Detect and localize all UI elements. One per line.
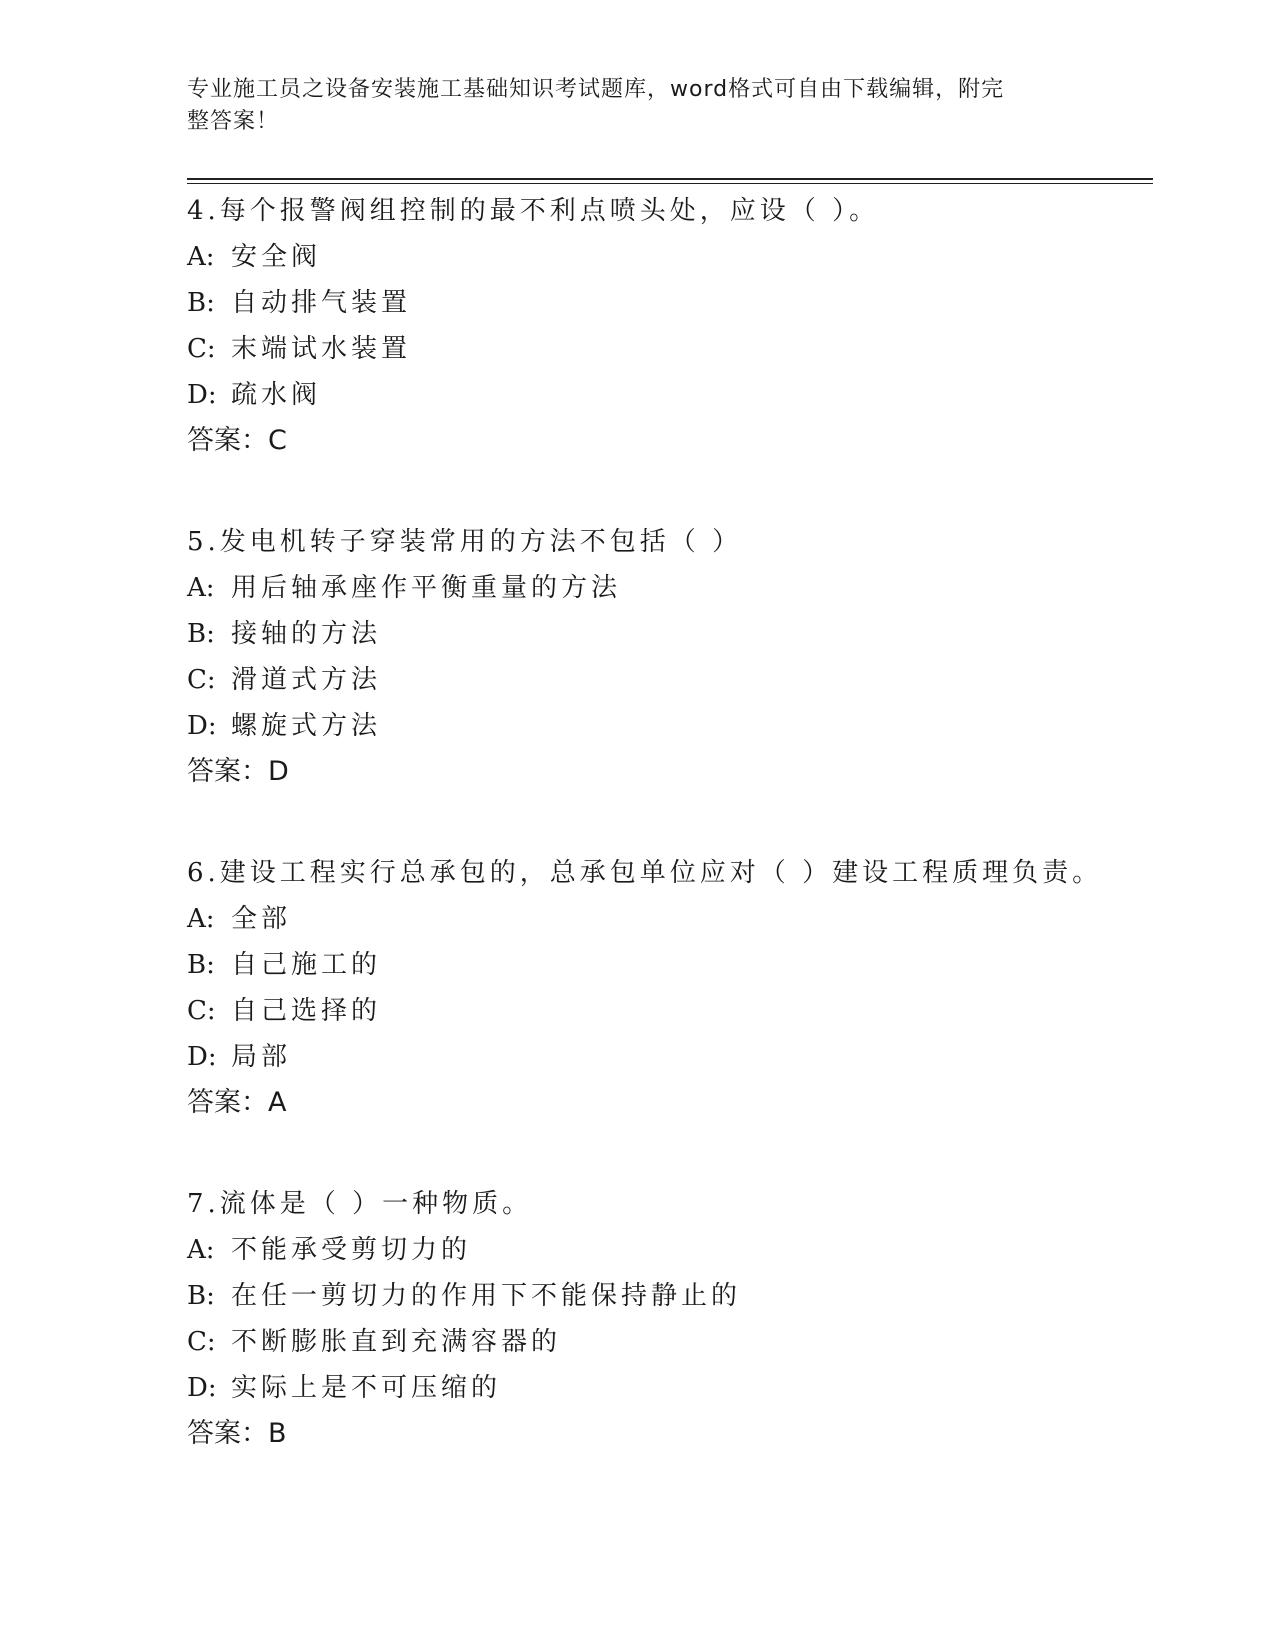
option-c <box>187 988 1153 1034</box>
header-divider-thin <box>187 183 1153 184</box>
answer-label: 答案：D <box>187 756 289 787</box>
option-text: 自己选择的 <box>231 996 382 1026</box>
option-b <box>187 611 1153 657</box>
question-stem: 7.流体是（ ）一种物质。 <box>187 1189 533 1219</box>
option-d <box>187 1365 1153 1411</box>
question-list <box>187 188 1153 1512</box>
option-d <box>187 372 1153 418</box>
question-stem: 4.每个报警阀组控制的最不利点喷头处，应设（ ）。 <box>187 196 880 226</box>
option-text: 末端试水装置 <box>231 334 412 364</box>
option-letter: A: <box>187 242 215 272</box>
question-6 <box>187 850 1153 1126</box>
option-text: 不断膨胀直到充满容器的 <box>231 1327 562 1357</box>
option-a <box>187 565 1153 611</box>
question-5 <box>187 519 1153 795</box>
option-b <box>187 280 1153 326</box>
answer-label: 答案：A <box>187 1087 287 1118</box>
option-letter: D: <box>187 711 217 741</box>
header-line-2: 整答案！ <box>187 109 280 134</box>
question-4 <box>187 188 1153 464</box>
option-d <box>187 703 1153 749</box>
option-letter: C: <box>187 996 216 1026</box>
option-letter: B: <box>187 1281 215 1311</box>
option-c <box>187 326 1153 372</box>
option-text: 接轴的方法 <box>231 619 382 649</box>
option-text: 滑道式方法 <box>231 665 382 695</box>
option-c <box>187 1319 1153 1365</box>
option-letter: C: <box>187 1327 216 1357</box>
answer-label: 答案：B <box>187 1418 287 1449</box>
option-letter: A: <box>187 573 215 603</box>
option-a <box>187 896 1153 942</box>
option-a <box>187 234 1153 280</box>
option-text: 不能承受剪切力的 <box>231 1235 472 1265</box>
option-letter: D: <box>187 1042 217 1072</box>
header-line-1: 专业施工员之设备安装施工基础知识考试题库，word格式可自由下载编辑，附完 <box>187 77 1005 102</box>
document-header <box>187 74 1067 138</box>
option-letter: A: <box>187 904 215 934</box>
option-text: 疏水阀 <box>231 380 322 410</box>
option-text: 自己施工的 <box>231 950 382 980</box>
option-letter: B: <box>187 288 215 318</box>
option-text: 全部 <box>231 904 292 934</box>
option-letter: B: <box>187 619 215 649</box>
option-text: 实际上是不可压缩的 <box>231 1373 502 1403</box>
option-b <box>187 942 1153 988</box>
option-letter: D: <box>187 1373 217 1403</box>
option-a <box>187 1227 1153 1273</box>
answer-label: 答案：C <box>187 425 287 456</box>
option-d <box>187 1034 1153 1080</box>
option-letter: C: <box>187 334 216 364</box>
option-c <box>187 657 1153 703</box>
question-7 <box>187 1181 1153 1457</box>
question-stem: 6.建设工程实行总承包的，总承包单位应对（ ）建设工程质理负责。 <box>187 858 1103 888</box>
option-text: 安全阀 <box>231 242 322 272</box>
option-letter: D: <box>187 380 217 410</box>
option-text: 局部 <box>231 1042 292 1072</box>
option-text: 自动排气装置 <box>231 288 412 318</box>
option-letter: A: <box>187 1235 215 1265</box>
question-stem: 5.发电机转子穿装常用的方法不包括（ ） <box>187 527 743 557</box>
option-b <box>187 1273 1153 1319</box>
option-text: 在任一剪切力的作用下不能保持静止的 <box>231 1281 742 1311</box>
option-text: 螺旋式方法 <box>231 711 382 741</box>
header-divider-thick <box>187 178 1153 180</box>
option-text: 用后轴承座作平衡重量的方法 <box>231 573 622 603</box>
option-letter: B: <box>187 950 215 980</box>
option-letter: C: <box>187 665 216 695</box>
